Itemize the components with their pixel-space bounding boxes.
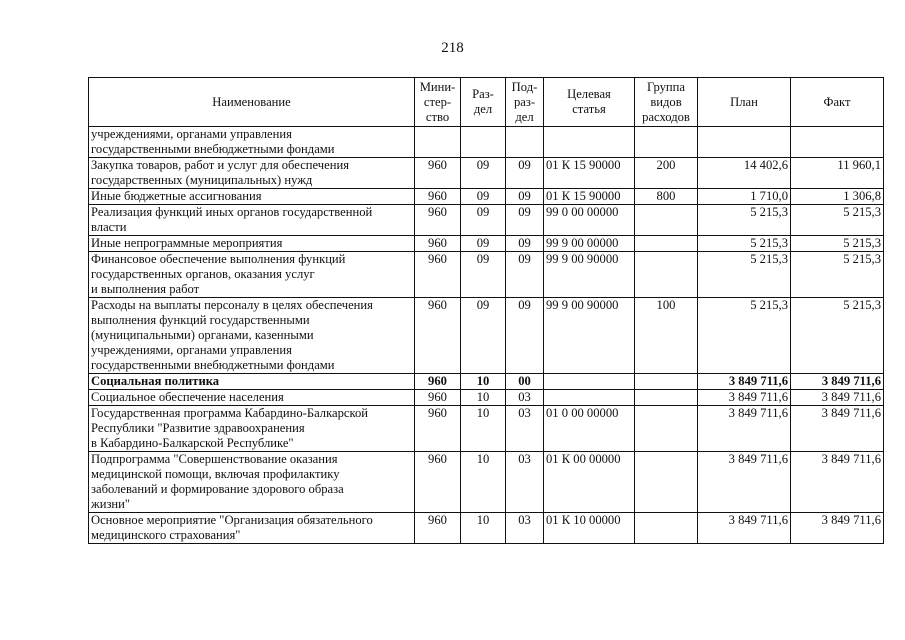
cell-group: 200 xyxy=(635,158,698,189)
cell-name: Государственная программа Кабардино-Балкарской Республики "Развитие здравоохранения в Кабардино-Балкарской Республике" xyxy=(89,406,415,452)
cell-group xyxy=(635,406,698,452)
cell-section: 09 xyxy=(461,189,506,205)
cell-target: 01 К 10 00000 xyxy=(544,513,635,544)
cell-plan: 3 849 711,6 xyxy=(698,374,791,390)
budget-table xyxy=(88,77,884,544)
cell-fact: 11 960,1 xyxy=(791,158,884,189)
cell-ministry: 960 xyxy=(415,158,461,189)
cell-target xyxy=(544,390,635,406)
table-row xyxy=(89,236,884,252)
cell-target xyxy=(544,374,635,390)
cell-target: 01 К 15 90000 xyxy=(544,189,635,205)
cell-section: 09 xyxy=(461,236,506,252)
cell-plan: 5 215,3 xyxy=(698,298,791,374)
cell-ministry: 960 xyxy=(415,406,461,452)
cell-subsection: 09 xyxy=(506,252,544,298)
cell-ministry: 960 xyxy=(415,205,461,236)
cell-fact: 3 849 711,6 xyxy=(791,452,884,513)
cell-group: 100 xyxy=(635,298,698,374)
cell-ministry: 960 xyxy=(415,374,461,390)
cell-name: Социальное обеспечение населения xyxy=(89,390,415,406)
cell-group xyxy=(635,390,698,406)
table-row xyxy=(89,513,884,544)
cell-section: 09 xyxy=(461,252,506,298)
header-subsection xyxy=(506,78,544,127)
cell-plan: 3 849 711,6 xyxy=(698,513,791,544)
cell-fact: 1 306,8 xyxy=(791,189,884,205)
cell-target: 99 9 00 90000 xyxy=(544,298,635,374)
header-fact xyxy=(791,78,884,127)
cell-subsection: 03 xyxy=(506,513,544,544)
table-row xyxy=(89,252,884,298)
cell-plan: 5 215,3 xyxy=(698,236,791,252)
cell-section: 10 xyxy=(461,406,506,452)
cell-subsection: 00 xyxy=(506,374,544,390)
header-ministry-label: Мини- стер- ство xyxy=(419,79,456,124)
cell-group xyxy=(635,236,698,252)
cell-name: Иные непрограммные мероприятия xyxy=(89,236,415,252)
cell-fact: 3 849 711,6 xyxy=(791,390,884,406)
table-row xyxy=(89,374,884,390)
cell-group xyxy=(635,374,698,390)
header-fact-label: Факт xyxy=(823,94,851,109)
cell-group xyxy=(635,252,698,298)
cell-ministry: 960 xyxy=(415,189,461,205)
cell-subsection: 03 xyxy=(506,406,544,452)
cell-fact: 5 215,3 xyxy=(791,205,884,236)
cell-subsection: 09 xyxy=(506,298,544,374)
cell-name: Расходы на выплаты персоналу в целях обеспечения выполнения функций государственными (муниципальными) органами, казенными учреждениями, органами управления государственными внебюджетными фондами xyxy=(89,298,415,374)
cell-section: 10 xyxy=(461,513,506,544)
cell-section: 10 xyxy=(461,374,506,390)
cell-target: 99 9 00 00000 xyxy=(544,236,635,252)
cell-plan: 3 849 711,6 xyxy=(698,406,791,452)
cell-ministry: 960 xyxy=(415,252,461,298)
cell-target: 01 0 00 00000 xyxy=(544,406,635,452)
cell-name: Социальная политика xyxy=(89,374,415,390)
header-group xyxy=(635,78,698,127)
table-row xyxy=(89,298,884,374)
cell-plan: 5 215,3 xyxy=(698,252,791,298)
cell-section: 09 xyxy=(461,158,506,189)
cell-subsection: 09 xyxy=(506,158,544,189)
cell-target xyxy=(544,127,635,158)
header-plan-label: План xyxy=(730,94,758,109)
table-row xyxy=(89,390,884,406)
cell-fact xyxy=(791,127,884,158)
cell-group xyxy=(635,127,698,158)
header-ministry xyxy=(415,78,461,127)
cell-subsection: 09 xyxy=(506,189,544,205)
cell-name: Закупка товаров, работ и услуг для обеспечения государственных (муниципальных) нужд xyxy=(89,158,415,189)
table-row xyxy=(89,205,884,236)
table-row xyxy=(89,452,884,513)
cell-section: 09 xyxy=(461,205,506,236)
cell-section: 09 xyxy=(461,298,506,374)
cell-subsection: 03 xyxy=(506,452,544,513)
cell-plan: 1 710,0 xyxy=(698,189,791,205)
cell-target: 01 К 15 90000 xyxy=(544,158,635,189)
cell-ministry: 960 xyxy=(415,236,461,252)
table-row xyxy=(89,406,884,452)
header-target-label: Целевая статья xyxy=(567,87,611,116)
cell-fact: 3 849 711,6 xyxy=(791,513,884,544)
cell-name: Подпрограмма "Совершенствование оказания медицинской помощи, включая профилактику заболеваний и формирование здорового образа жизни" xyxy=(89,452,415,513)
cell-fact: 5 215,3 xyxy=(791,252,884,298)
header-subsection-label: Под- раз- дел xyxy=(511,79,538,124)
cell-plan: 5 215,3 xyxy=(698,205,791,236)
page-number: 218 xyxy=(441,40,464,56)
cell-subsection: 03 xyxy=(506,390,544,406)
cell-ministry: 960 xyxy=(415,452,461,513)
table-row xyxy=(89,158,884,189)
cell-target: 99 9 00 90000 xyxy=(544,252,635,298)
cell-plan xyxy=(698,127,791,158)
cell-fact: 3 849 711,6 xyxy=(791,374,884,390)
cell-group xyxy=(635,205,698,236)
header-plan xyxy=(698,78,791,127)
header-row xyxy=(89,78,884,127)
header-target xyxy=(544,78,635,127)
cell-target: 01 К 00 00000 xyxy=(544,452,635,513)
cell-target: 99 0 00 00000 xyxy=(544,205,635,236)
cell-plan: 3 849 711,6 xyxy=(698,390,791,406)
cell-group: 800 xyxy=(635,189,698,205)
cell-fact: 3 849 711,6 xyxy=(791,406,884,452)
table-row xyxy=(89,127,884,158)
cell-subsection xyxy=(506,127,544,158)
cell-section xyxy=(461,127,506,158)
header-section xyxy=(461,78,506,127)
cell-ministry: 960 xyxy=(415,513,461,544)
cell-name: Основное мероприятие "Организация обязательного медицинского страхования" xyxy=(89,513,415,544)
cell-subsection: 09 xyxy=(506,205,544,236)
cell-ministry: 960 xyxy=(415,390,461,406)
cell-section: 10 xyxy=(461,452,506,513)
cell-fact: 5 215,3 xyxy=(791,236,884,252)
header-name: Наименование xyxy=(89,78,415,127)
cell-name: Иные бюджетные ассигнования xyxy=(89,189,415,205)
cell-ministry xyxy=(415,127,461,158)
cell-name: Финансовое обеспечение выполнения функций государственных органов, оказания услуг и выполнения работ xyxy=(89,252,415,298)
header-group-label: Группа видов расходов xyxy=(642,79,690,124)
cell-subsection: 09 xyxy=(506,236,544,252)
cell-section: 10 xyxy=(461,390,506,406)
cell-plan: 3 849 711,6 xyxy=(698,452,791,513)
cell-ministry: 960 xyxy=(415,298,461,374)
header-section-label: Раз- дел xyxy=(472,87,494,116)
table-row xyxy=(89,189,884,205)
cell-plan: 14 402,6 xyxy=(698,158,791,189)
cell-group xyxy=(635,452,698,513)
cell-group xyxy=(635,513,698,544)
cell-name: учреждениями, органами управления государственными внебюджетными фондами xyxy=(89,127,415,158)
cell-name: Реализация функций иных органов государственной власти xyxy=(89,205,415,236)
cell-fact: 5 215,3 xyxy=(791,298,884,374)
